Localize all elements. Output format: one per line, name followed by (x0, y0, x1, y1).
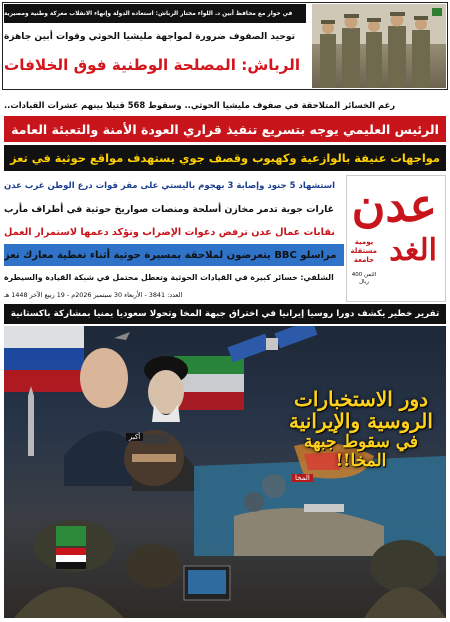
losses-strip (4, 96, 446, 114)
unions-text: نقابات عمال عدن ترفض دعوات الإضراب وتؤكد دعمها لاستمرار العمل (4, 226, 335, 238)
airstrikes-text: غارات جوية تدمر مخازن أسلحة ومنصات صواريخ حوثية في أطراف مأرب (4, 203, 335, 215)
issue-date-strip (4, 288, 342, 302)
bbc-text: مراسلو BBC يتعرضون لملاحقة بمسيرة حوثية أثناء تغطية معارك تعز (4, 249, 337, 261)
interview-quote-text: الرباش: المصلحة الوطنية فوق الخلافات (4, 56, 301, 74)
headband-badge: أكبر (126, 433, 143, 441)
issue-date-text: العدد: 3841 - الأربعاء 30 سبتمبر 2026م - 19 ربيع الآخر 1448 هـ (4, 291, 183, 299)
ballistic-attack-text: استشهاد 5 جنود وإصابة 3 بهجوم باليستي على مقر قوات درع الوطن غرب عدن (4, 181, 336, 191)
interview-strip-text: في حوار مع محافظ أبين د. اللواء مختار الرباش: استعادة الدولة وإنهاء الانقلاب معركة وطنية ومصيرية (4, 10, 293, 17)
report-headline-text: تقرير خطير يكشف دورا روسيا إيرانيا في اختراق جبهة المخا وتحولا سعوديا يمنيا بمشاركة باكستانية (10, 309, 440, 319)
losses-strip-text: رغم الخسائر المتلاحقة في صفوف مليشيا الحوثي.. وسقوط 568 قتيلا بينهم عشرات القيادات.. (4, 100, 396, 110)
president-headline-text: الرئيس العليمي يوجه بتسريع تنفيذ قراري العودة الأمنة والتعبئة العامة (11, 121, 439, 137)
unions-headline (4, 221, 344, 243)
report-headline (4, 304, 446, 324)
hero-title-line1: دور الاستخبارات (293, 387, 429, 411)
president-headline (4, 116, 446, 142)
bbc-headline (4, 244, 344, 266)
masthead-tagline: يومية مستقلة جامعة (350, 238, 377, 264)
clashes-headline-text: مواجهات عنيفة بالوازعية وكهبوب وقصف جوي يستهدف مواقع حوثية في تعز (10, 151, 440, 165)
shalfi-text: الشلفي: خسائر كبيرة في القيادات الحوثية وتعطل محتمل في شبكة القيادة والسيطرة (4, 272, 334, 282)
masthead-price: الثمن 400 ريال (351, 272, 377, 285)
soldiers-illustration (312, 4, 446, 88)
soldiers-photo (312, 4, 446, 88)
map-location-label: المخا (292, 474, 313, 482)
hero-title-line3: في سقوط جبهة المخا!! (303, 431, 419, 471)
ballistic-attack-headline (4, 175, 344, 197)
interview-quote-headline (4, 50, 308, 80)
masthead (346, 175, 446, 302)
hero-title (286, 388, 436, 471)
interview-headline-text: توحيد الصفوف ضرورة لمواجهة مليشيا الحوثي وقوات أبين جاهزة (4, 32, 295, 42)
airstrikes-headline (4, 198, 344, 220)
hero-illustration (4, 326, 446, 618)
masthead-logo-sub: الغد (389, 233, 437, 268)
hero-title-line2: الروسية والإيرانية (289, 409, 433, 434)
interview-strip (4, 4, 306, 23)
clashes-headline (4, 145, 446, 171)
interview-headline (4, 26, 308, 48)
hero-composite-image (4, 326, 446, 618)
masthead-logo-main: عدن (351, 178, 437, 232)
shalfi-headline (4, 267, 344, 287)
